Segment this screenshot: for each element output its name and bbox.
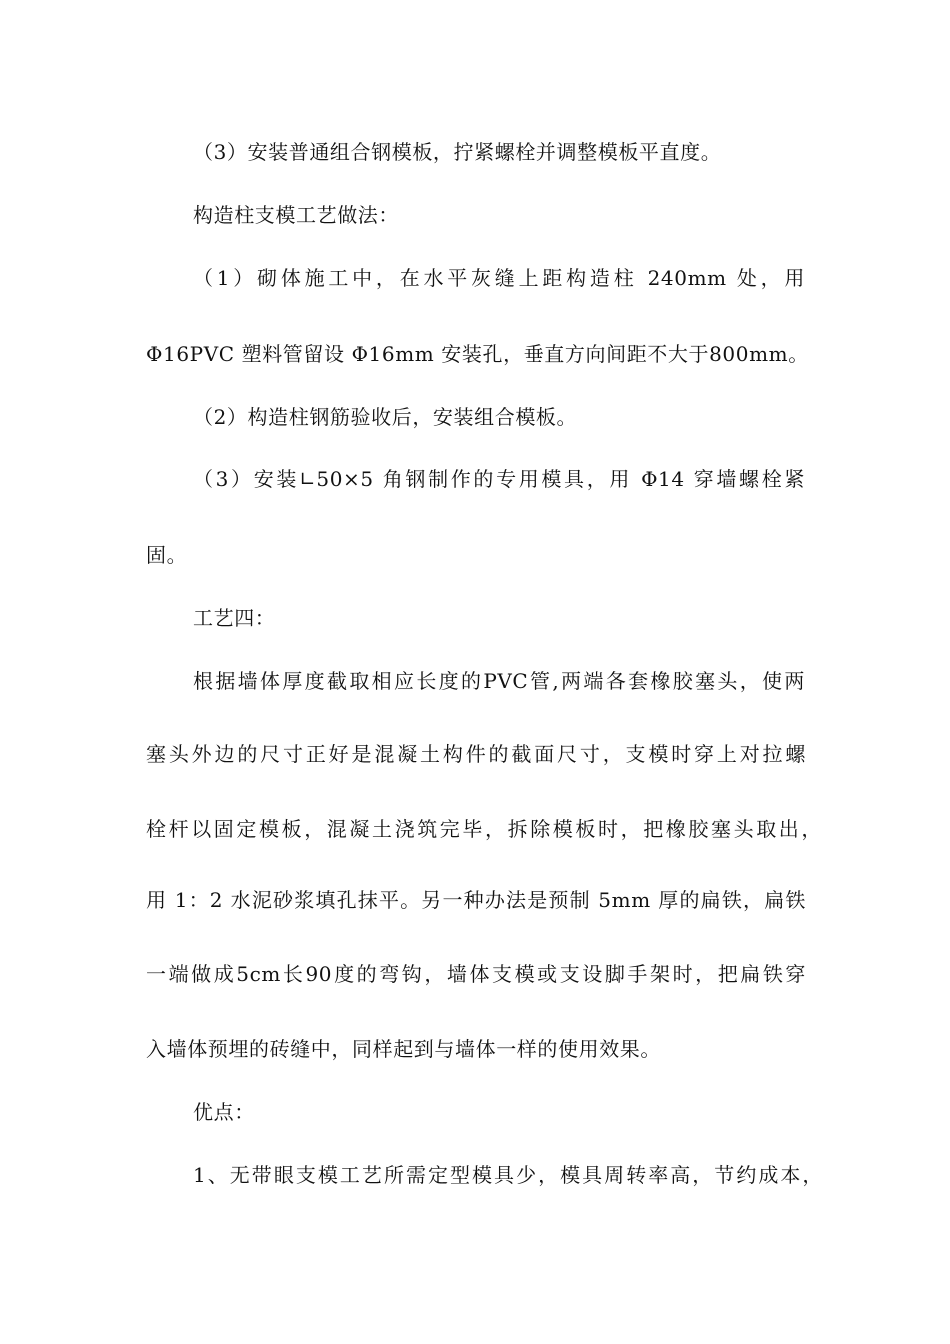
text-line: 入墙体预埋的砖缝中，同样起到与墙体一样的使用效果。	[146, 1037, 661, 1061]
text-line: Φ16PVC 塑料管留设 Φ16mm 安装孔，垂直方向间距不大于800mm。	[146, 342, 809, 366]
text-line: 1、无带眼支模工艺所需定型模具少，模具周转率高，节约成本，	[193, 1163, 823, 1187]
section-heading: 优点：	[193, 1100, 255, 1124]
text-line: 根据墙体厚度截取相应长度的PVC管,两端各套橡胶塞头，使两	[193, 669, 805, 693]
section-heading: 构造柱支模工艺做法：	[193, 203, 399, 227]
text-line: （3）安装普通组合钢模板，拧紧螺栓并调整模板平直度。	[193, 140, 722, 164]
text-line: 用 1：2 水泥砂浆填孔抹平。另一种办法是预制 5mm 厚的扁铁，扁铁	[146, 888, 806, 912]
text-line: 栓杆以固定模板，混凝土浇筑完毕，拆除模板时，把橡胶塞头取出，	[146, 817, 822, 841]
text-line: 固。	[146, 543, 188, 567]
section-heading: 工艺四：	[193, 606, 276, 630]
text-line: （3）安装∟50×5 角钢制作的专用模具，用 Φ14 穿墙螺栓紧	[193, 467, 805, 491]
text-line: 一端做成5cm长90度的弯钩，墙体支模或支设脚手架时，把扁铁穿	[146, 962, 806, 986]
text-line: （1）砌体施工中，在水平灰缝上距构造柱 240mm 处，用	[193, 266, 805, 290]
text-line: （2）构造柱钢筋验收后，安装组合模板。	[193, 405, 578, 429]
text-line: 塞头外边的尺寸正好是混凝土构件的截面尺寸，支模时穿上对拉螺	[146, 742, 806, 766]
